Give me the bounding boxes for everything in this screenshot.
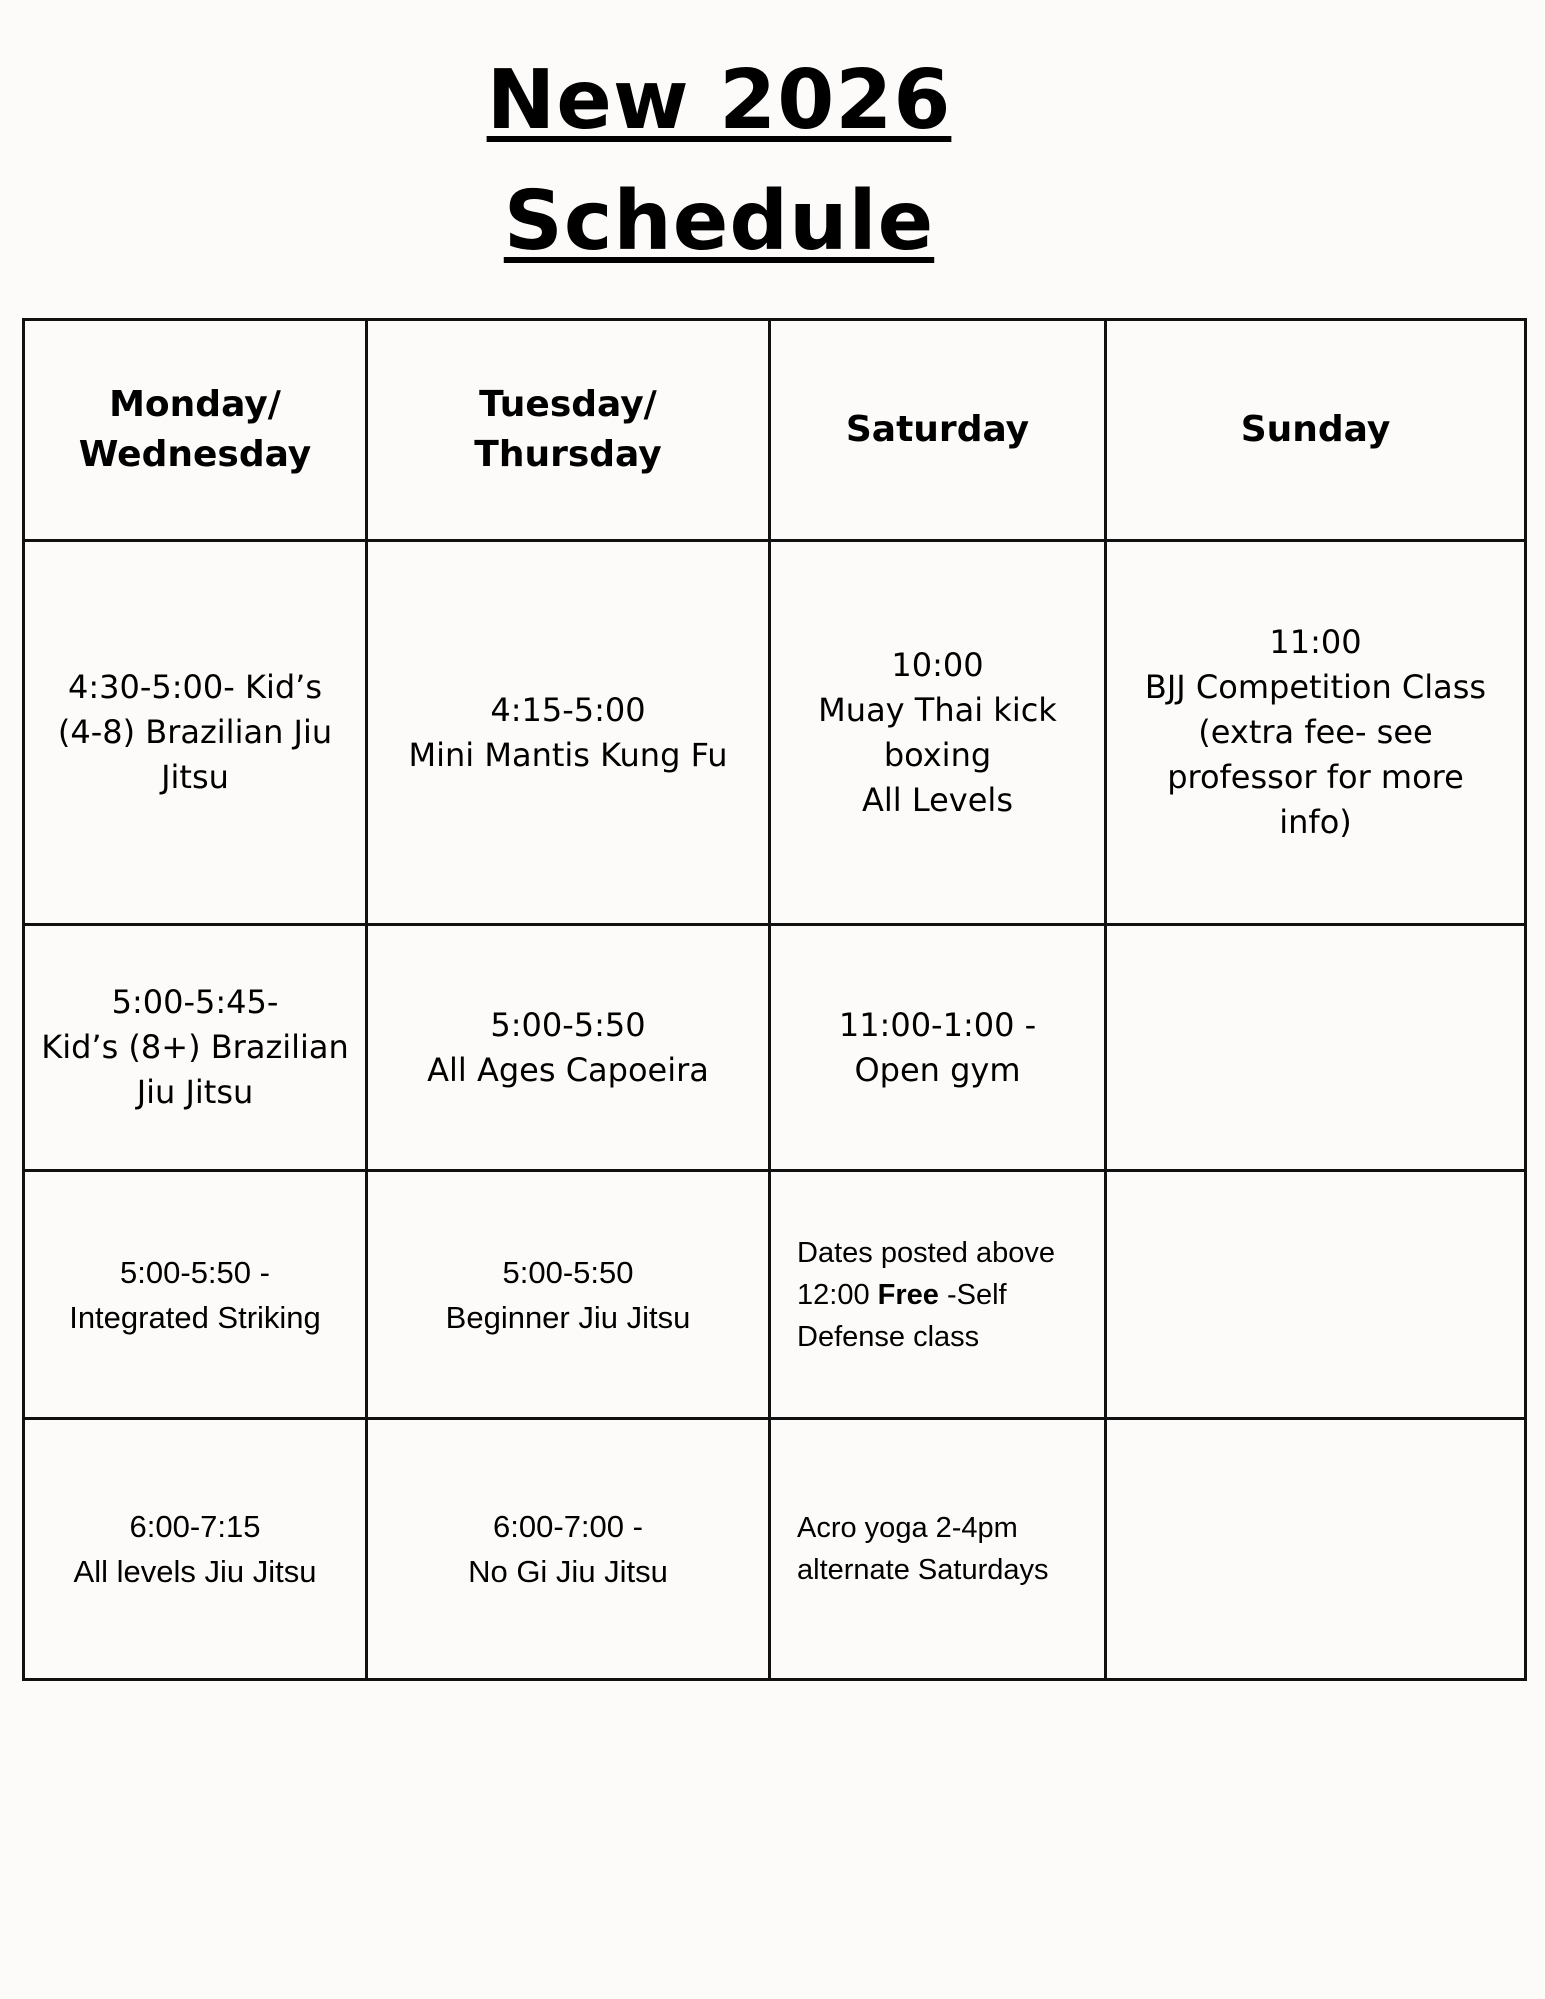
cell-mon-wed-kids-8-bjj: 5:00-5:45- Kid’s (8+) Brazilian Jiu Jitsu <box>24 925 367 1171</box>
cell-sat-self-defense: Dates posted above 12:00 Free -Self Defense class <box>770 1171 1106 1419</box>
cell-tue-thu-mini-mantis: 4:15-5:00 Mini Mantis Kung Fu <box>367 541 770 925</box>
cell-mon-wed-integrated-striking: 5:00-5:50 - Integrated Striking <box>24 1171 367 1419</box>
schedule-table <box>22 318 1527 1681</box>
cell-mon-wed-kids-4-8-bjj: 4:30-5:00- Kid’s (4-8) Brazilian Jiu Jitsu <box>24 541 367 925</box>
cell-sun-empty <box>1106 1171 1526 1419</box>
page-title <box>0 40 1438 282</box>
free-label: Free <box>877 1278 939 1311</box>
table-row <box>24 925 1526 1171</box>
header-saturday: Saturday <box>770 320 1106 541</box>
table-row <box>24 1171 1526 1419</box>
title-line-1: New 2026 <box>486 53 952 148</box>
cell-sat-acro-yoga: Acro yoga 2-4pm alternate Saturdays <box>770 1419 1106 1680</box>
table-row <box>24 541 1526 925</box>
cell-sat-muay-thai: 10:00 Muay Thai kick boxing All Levels <box>770 541 1106 925</box>
cell-sat-open-gym: 11:00-1:00 - Open gym <box>770 925 1106 1171</box>
header-row <box>24 320 1526 541</box>
header-tuesday-thursday: Tuesday/ Thursday <box>367 320 770 541</box>
cell-mon-wed-all-levels-bjj: 6:00-7:15 All levels Jiu Jitsu <box>24 1419 367 1680</box>
cell-tue-thu-no-gi: 6:00-7:00 - No Gi Jiu Jitsu <box>367 1419 770 1680</box>
title-line-2: Schedule <box>503 174 935 269</box>
cell-sun-empty <box>1106 925 1526 1171</box>
header-sunday: Sunday <box>1106 320 1526 541</box>
cell-tue-thu-beginner-bjj: 5:00-5:50 Beginner Jiu Jitsu <box>367 1171 770 1419</box>
table-row <box>24 1419 1526 1680</box>
cell-tue-thu-capoeira: 5:00-5:50 All Ages Capoeira <box>367 925 770 1171</box>
cell-sun-bjj-competition: 11:00 BJJ Competition Class (extra fee- see professor for more info) <box>1106 541 1526 925</box>
header-monday-wednesday: Monday/ Wednesday <box>24 320 367 541</box>
cell-sun-empty <box>1106 1419 1526 1680</box>
